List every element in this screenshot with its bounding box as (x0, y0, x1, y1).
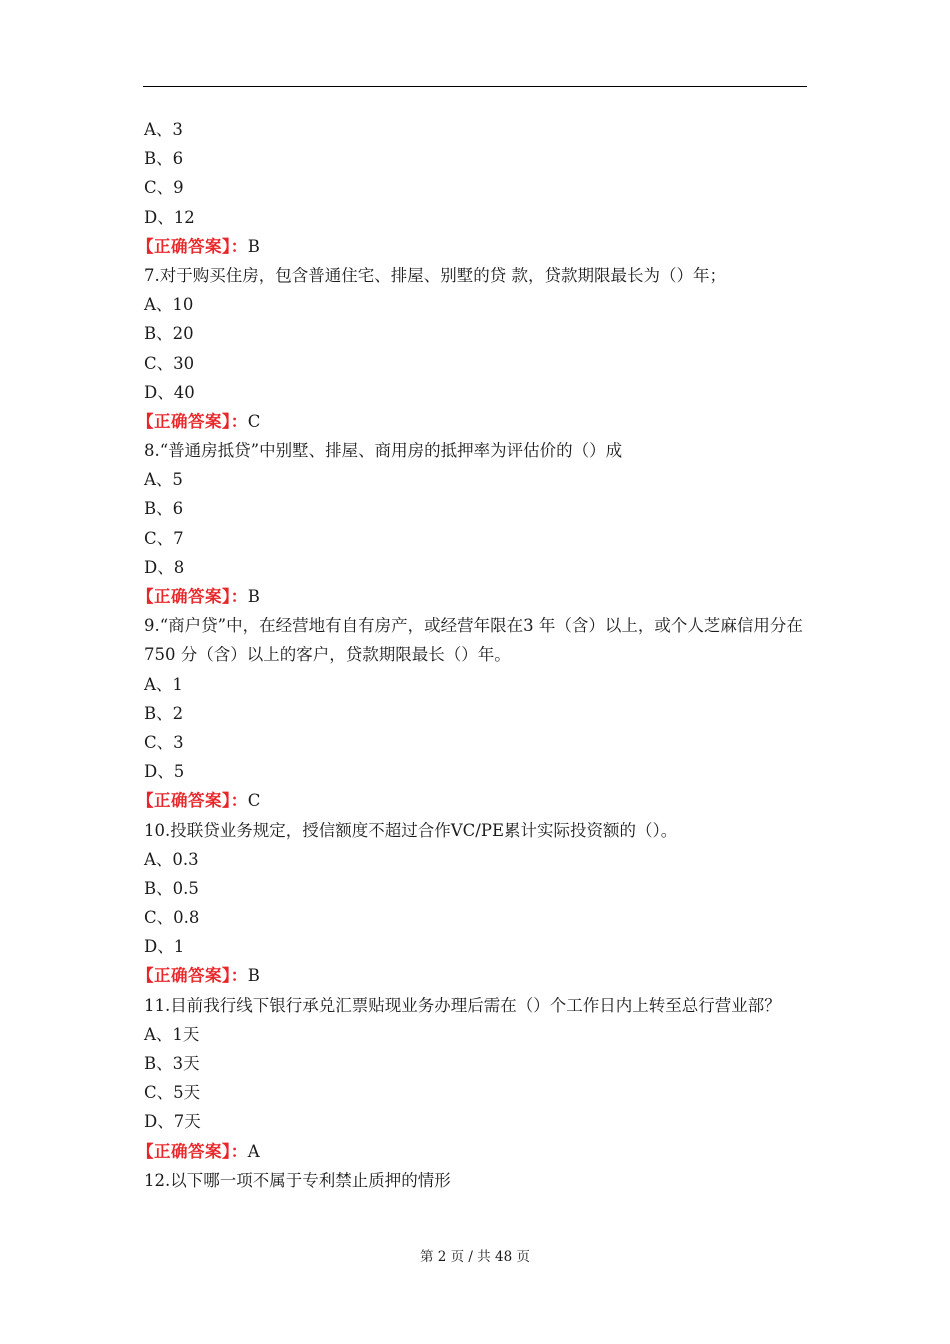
option-b: B、0.5 (144, 878, 199, 898)
option-c: C、3 (144, 732, 184, 752)
answer-value: C (247, 791, 261, 811)
page-footer: 第 2 页 / 共 48 页 (419, 1249, 531, 1265)
option-c: C、30 (144, 353, 195, 373)
answer-label: 【正确答案】： (137, 1141, 248, 1161)
answer-value: B (247, 966, 260, 986)
option-b: B、6 (144, 149, 184, 169)
option-a: A、10 (144, 295, 194, 315)
answer-label: 【正确答案】： (137, 587, 248, 606)
option-c: C、9 (144, 178, 184, 198)
header-rule (143, 86, 807, 87)
option-a: A、3 (144, 120, 183, 139)
option-c: C、7 (144, 528, 184, 548)
answer-value: B (247, 236, 260, 256)
option-d: D、7天 (144, 1112, 201, 1132)
answer-line (137, 582, 814, 611)
answer-value: B (247, 587, 260, 606)
answer-label: 【正确答案】： (137, 411, 248, 431)
answer-line (137, 961, 814, 990)
option-b: B、6 (144, 499, 184, 519)
option-a: A、5 (144, 470, 183, 490)
answer-line (137, 232, 814, 261)
option-c: C、0.8 (144, 908, 200, 928)
option-d: D、8 (144, 557, 185, 577)
answer-line (137, 407, 814, 436)
option-a: A、0.3 (144, 849, 199, 869)
answer-line (137, 1137, 814, 1166)
question-text: 11.目前我行线下银行承兑汇票贴现业务办理后需在（）个工作日内上转至总行营业部？ (144, 995, 781, 1015)
answer-label: 【正确答案】： (137, 791, 248, 811)
question-text: 8.“普通房抵贷”中别墅、排屋、商用房的抵押率为评估价的（）成 (144, 441, 623, 461)
option-c: C、5天 (144, 1083, 201, 1103)
option-d: D、40 (144, 382, 195, 402)
option-d: D、12 (144, 207, 195, 227)
answer-line (137, 786, 814, 815)
question-text: 10.投联贷业务规定，授信额度不超过合作VC/PE累计实际投资额的（）。 (144, 820, 678, 840)
option-a: A、1 (144, 674, 183, 694)
answer-label: 【正确答案】： (137, 966, 248, 986)
option-d: D、5 (144, 762, 185, 782)
question-text: 9.“商户贷”中，在经营地有自有房产，或经营年限在3 年（含）以上，或个人芝麻信用分在750 分（含）以上的客户，贷款期限最长（）年。 (144, 616, 803, 665)
option-d: D、1 (144, 937, 185, 957)
option-b: B、2 (144, 703, 184, 723)
option-a: A、1天 (144, 1024, 200, 1044)
option-b: B、20 (144, 324, 194, 344)
answer-value: C (247, 411, 261, 431)
answer-value: A (247, 1141, 260, 1161)
question-text: 12.以下哪一项不属于专利禁止质押的情形 (144, 1170, 451, 1190)
answer-label: 【正确答案】： (137, 236, 248, 256)
option-b: B、3天 (144, 1054, 200, 1074)
document-body (137, 115, 814, 1195)
question-text: 7.对于购买住房，包含普通住宅、排屋、别墅的贷 款，贷款期限最长为（）年； (144, 265, 726, 285)
